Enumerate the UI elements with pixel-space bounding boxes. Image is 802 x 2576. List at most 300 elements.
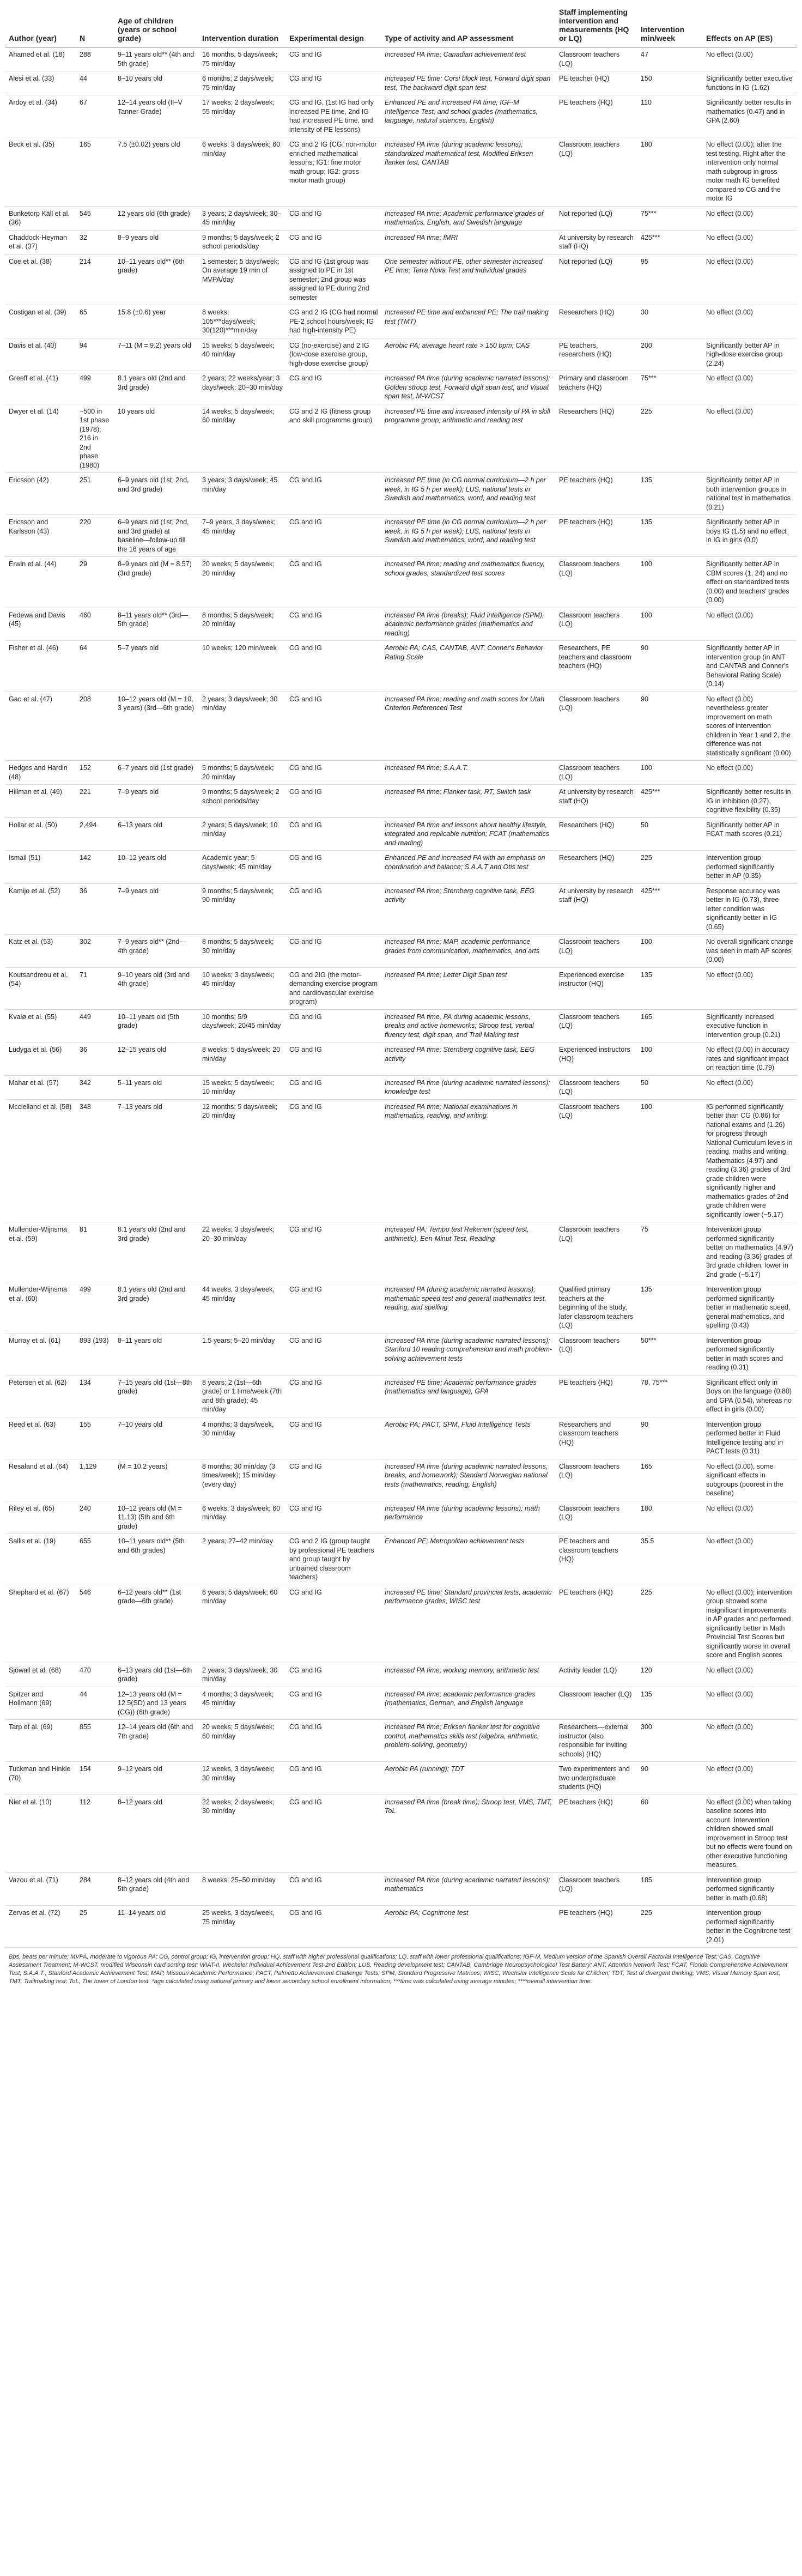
cell-duration: 44 weeks, 3 days/week, 45 min/day <box>199 1282 286 1334</box>
table-row <box>5 254 797 305</box>
cell-n: 81 <box>76 1222 114 1282</box>
cell-n: 67 <box>76 95 114 137</box>
table-row <box>5 137 797 207</box>
cell-effects: IG performed significantly better than CG (0.86) for national exams and (1.26) for progress through National Curriculum levels in reading, maths and writing, Mathematics (4.97) and reading (3.36) grades of 3rd grade children were significantly higher and mathematics grades of 2nd grade children were significantly lower (−5.17) <box>703 1099 797 1222</box>
cell-design: CG and IG <box>286 473 381 515</box>
cell-age: 8.1 years old (2nd and 3rd grade) <box>114 1222 199 1282</box>
cell-staff: PE teachers (HQ) <box>556 1795 637 1872</box>
cell-age: 7–13 years old <box>114 1099 199 1222</box>
cell-effects: Significantly better AP in high-dose exercise group (2.24) <box>703 338 797 371</box>
cell-minutes: 47 <box>637 47 703 71</box>
cell-duration: 4 months; 3 days/week; 45 min/day <box>199 1687 286 1720</box>
cell-effects: No effect (0.00) <box>703 1687 797 1720</box>
cell-design: CG and IG <box>286 557 381 608</box>
cell-minutes: 90 <box>637 641 703 692</box>
cell-staff: Classroom teachers (LQ) <box>556 1099 637 1222</box>
cell-age: 6–7 years old (1st grade) <box>114 761 199 785</box>
table-row <box>5 817 797 851</box>
cell-effects: No effect (0.00) <box>703 1534 797 1585</box>
cell-minutes: 100 <box>637 761 703 785</box>
table-row <box>5 883 797 935</box>
header-design: Experimental design <box>286 4 381 47</box>
table-row <box>5 47 797 71</box>
table-row <box>5 95 797 137</box>
cell-staff: PE teachers (HQ) <box>556 473 637 515</box>
cell-n: 36 <box>76 883 114 935</box>
cell-activity: Increased PA time (during academic narrated lessons); Stanford 10 reading comprehension and math problem-solving achievement tests <box>381 1333 556 1375</box>
cell-age: 7–9 years old <box>114 883 199 935</box>
cell-n: 165 <box>76 137 114 207</box>
cell-minutes: 135 <box>637 1687 703 1720</box>
table-row <box>5 371 797 404</box>
cell-n: 208 <box>76 692 114 761</box>
cell-author: Murray et al. (61) <box>5 1333 76 1375</box>
cell-author: Erwin et al. (44) <box>5 557 76 608</box>
cell-staff: Classroom teachers (LQ) <box>556 1222 637 1282</box>
table-row <box>5 1720 797 1762</box>
cell-minutes: 425*** <box>637 883 703 935</box>
cell-n: 546 <box>76 1585 114 1663</box>
cell-effects: Significantly better results in IG in inhibition (0.27), cognitive flexibility (0.35) <box>703 785 797 818</box>
cell-minutes: 50*** <box>637 1333 703 1375</box>
cell-duration: 10 weeks; 3 days/week; 45 min/day <box>199 967 286 1009</box>
cell-minutes: 425*** <box>637 785 703 818</box>
cell-duration: 22 weeks; 3 days/week; 20–30 min/day <box>199 1222 286 1282</box>
cell-effects: Significantly increased executive function in intervention group (0.21) <box>703 1009 797 1042</box>
cell-author: Fisher et al. (46) <box>5 641 76 692</box>
cell-author: Ismail (51) <box>5 851 76 884</box>
cell-design: CG and IG <box>286 1872 381 1906</box>
table-row <box>5 1075 797 1099</box>
cell-staff: Researchers—external instructor (also responsible for inviting schools) (HQ) <box>556 1720 637 1762</box>
cell-n: 251 <box>76 473 114 515</box>
table-row <box>5 1099 797 1222</box>
cell-n: 44 <box>76 71 114 95</box>
cell-author: Tuckman and Hinkle (70) <box>5 1762 76 1795</box>
cell-minutes: 225 <box>637 1906 703 1948</box>
cell-activity: Aerobic PA; CAS, CANTAB, ANT, Conner's Behavior Rating Scale <box>381 641 556 692</box>
cell-staff: Classroom teachers (LQ) <box>556 47 637 71</box>
cell-age: 9–11 years old** (4th and 5th grade) <box>114 47 199 71</box>
cell-activity: Increased PA time; MAP, academic performance grades from communication, mathematics, and arts <box>381 935 556 968</box>
cell-staff: At university by research staff (HQ) <box>556 230 637 254</box>
cell-n: 221 <box>76 785 114 818</box>
cell-author: Gao et al. (47) <box>5 692 76 761</box>
table-row <box>5 1534 797 1585</box>
cell-duration: 2 years; 22 weeks/year; 3 days/week; 20–30 min/day <box>199 371 286 404</box>
cell-duration: 9 months; 5 days/week; 90 min/day <box>199 883 286 935</box>
cell-activity: Increased PA time (during academic narrated lessons); knowledge test <box>381 1075 556 1099</box>
cell-staff: At university by research staff (HQ) <box>556 785 637 818</box>
cell-n: 1,129 <box>76 1459 114 1501</box>
cell-minutes: 180 <box>637 137 703 207</box>
cell-effects: Response accuracy was better in IG (0.73), three letter condition was significantly better in IG (0.65) <box>703 883 797 935</box>
cell-author: Ericsson (42) <box>5 473 76 515</box>
table-row <box>5 935 797 968</box>
cell-effects: No effect (0.00) <box>703 1075 797 1099</box>
cell-effects: No effect (0.00) <box>703 1762 797 1795</box>
cell-author: Beck et al. (35) <box>5 137 76 207</box>
cell-activity: Increased PA; Tempo test Rekenen (speed test, arithmetic), Een-Minut Test, Reading <box>381 1222 556 1282</box>
cell-activity: Increased PA time; Canadian achievement test <box>381 47 556 71</box>
cell-age: 11–14 years old <box>114 1906 199 1948</box>
table-row <box>5 1042 797 1076</box>
cell-age: 5–11 years old <box>114 1075 199 1099</box>
cell-age: 8–10 years old <box>114 71 199 95</box>
cell-design: CG and IG <box>286 1663 381 1687</box>
cell-effects: No effect (0.00) <box>703 1501 797 1534</box>
cell-effects: No effect (0.00), some significant effects in subgroups (poorest in the baseline) <box>703 1459 797 1501</box>
cell-n: 25 <box>76 1906 114 1948</box>
cell-effects: No effect (0.00) <box>703 1663 797 1687</box>
cell-author: Coe et al. (38) <box>5 254 76 305</box>
cell-minutes: 78, 75*** <box>637 1375 703 1417</box>
cell-effects: No effect (0.00) <box>703 254 797 305</box>
cell-n: 342 <box>76 1075 114 1099</box>
cell-author: Petersen et al. (62) <box>5 1375 76 1417</box>
cell-duration: 3 years; 3 days/week; 45 min/day <box>199 473 286 515</box>
table-row <box>5 1009 797 1042</box>
cell-author: Sjöwall et al. (68) <box>5 1663 76 1687</box>
cell-activity: Increased PA time (during academic narrated lessons); Golden stroop test, Forward digit span test, and Visual span test, M-WCST <box>381 371 556 404</box>
cell-age: 7–9 years old** (2nd—4th grade) <box>114 935 199 968</box>
cell-staff: Classroom teachers (LQ) <box>556 692 637 761</box>
cell-effects: No effect (0.00) <box>703 206 797 230</box>
table-row <box>5 515 797 557</box>
cell-design: CG and 2 IG (fitness group and skill programme group) <box>286 404 381 473</box>
cell-minutes: 50 <box>637 1075 703 1099</box>
cell-n: 470 <box>76 1663 114 1687</box>
cell-effects: Significantly better results in mathematics (0.47) and in GPA (2.60) <box>703 95 797 137</box>
cell-staff: Experienced exercise instructor (HQ) <box>556 967 637 1009</box>
cell-staff: Not reported (LQ) <box>556 206 637 230</box>
cell-age: 6–9 years old (1st, 2nd, and 3rd grade) <box>114 473 199 515</box>
cell-activity: Increased PA time; academic performance grades (mathematics, German, and English language <box>381 1687 556 1720</box>
cell-effects: Significantly better AP in both intervention groups in national test in mathematics (0.21) <box>703 473 797 515</box>
cell-age: 6–9 years old (1st, 2nd, and 3rd grade) at baseline—follow-up till the 16 years of age <box>114 515 199 557</box>
cell-duration: 7–9 years, 3 days/week; 45 min/day <box>199 515 286 557</box>
cell-n: 655 <box>76 1534 114 1585</box>
cell-n: 29 <box>76 557 114 608</box>
cell-duration: 6 weeks; 3 days/week; 60 min/day <box>199 1501 286 1534</box>
cell-author: Vazou et al. (71) <box>5 1872 76 1906</box>
cell-design: CG and 2 IG (group taught by professional PE teachers and group taught by untrained classroom teachers) <box>286 1534 381 1585</box>
cell-design: CG and IG <box>286 1075 381 1099</box>
cell-design: CG and IG <box>286 1501 381 1534</box>
cell-age: 5–7 years old <box>114 641 199 692</box>
header-author: Author (year) <box>5 4 76 47</box>
cell-author: Mcclelland et al. (58) <box>5 1099 76 1222</box>
cell-activity: Increased PA time (during academic lessons); standardized mathematical test, Modified Eriksen flanker test, CANTAB <box>381 137 556 207</box>
cell-n: 152 <box>76 761 114 785</box>
cell-author: Koutsandreou et al. (54) <box>5 967 76 1009</box>
cell-minutes: 110 <box>637 95 703 137</box>
cell-minutes: 90 <box>637 1762 703 1795</box>
cell-staff: Classroom teachers (LQ) <box>556 608 637 641</box>
cell-staff: Classroom teachers (LQ) <box>556 1075 637 1099</box>
cell-duration: 6 months; 2 days/week; 75 min/day <box>199 71 286 95</box>
table-row <box>5 641 797 692</box>
cell-author: Dwyer et al. (14) <box>5 404 76 473</box>
header-activity: Type of activity and AP assessment <box>381 4 556 47</box>
cell-design: CG and IG <box>286 641 381 692</box>
cell-activity: Increased PA (during academic narrated lessons); mathematic speed test and general mathematics test, reading, and spelling <box>381 1282 556 1334</box>
cell-minutes: 90 <box>637 692 703 761</box>
cell-effects: No effect (0.00) nevertheless greater improvement on math scores of intervention children in Year 1 and 2, the difference was not statistically significant (0.00) <box>703 692 797 761</box>
cell-author: Hedges and Hardin (48) <box>5 761 76 785</box>
header-effects: Effects on AP (ES) <box>703 4 797 47</box>
cell-minutes: 425*** <box>637 230 703 254</box>
cell-duration: 8 months; 5 days/week; 20 min/day <box>199 608 286 641</box>
cell-activity: Enhanced PE and increased PA with an emphasis on coordination and balance; S.A.A.T and Otis test <box>381 851 556 884</box>
cell-duration: 8 months; 30 min/day (3 times/week); 15 min/day (every day) <box>199 1459 286 1501</box>
cell-activity: Increased PA time (during academic lessons); math performance <box>381 1501 556 1534</box>
cell-design: CG and IG <box>286 515 381 557</box>
cell-n: 154 <box>76 1762 114 1795</box>
cell-n: 134 <box>76 1375 114 1417</box>
cell-minutes: 90 <box>637 1417 703 1459</box>
cell-design: CG and IG <box>286 785 381 818</box>
cell-effects: Intervention group performed significantly better in the Cognitrone test (2.01) <box>703 1906 797 1948</box>
cell-staff: Researchers (HQ) <box>556 817 637 851</box>
cell-age: 6–12 years old** (1st grade—6th grade) <box>114 1585 199 1663</box>
cell-minutes: 135 <box>637 473 703 515</box>
cell-age: 12–15 years old <box>114 1042 199 1076</box>
cell-age: 9–10 years old (3rd and 4th grade) <box>114 967 199 1009</box>
cell-duration: 6 weeks; 3 days/week; 60 min/day <box>199 137 286 207</box>
cell-effects: Significantly better executive functions in IG (1.62) <box>703 71 797 95</box>
cell-n: 302 <box>76 935 114 968</box>
cell-n: ~500 in 1st phase (1978); 216 in 2nd phase (1980) <box>76 404 114 473</box>
cell-n: 240 <box>76 1501 114 1534</box>
cell-activity: Increased PA time; National examinations in mathematics, reading, and writing. <box>381 1099 556 1222</box>
cell-staff: PE teachers, researchers (HQ) <box>556 338 637 371</box>
cell-author: Spitzer and Hollmann (69) <box>5 1687 76 1720</box>
cell-minutes: 165 <box>637 1009 703 1042</box>
table-row <box>5 851 797 884</box>
cell-duration: 25 weeks, 3 days/week, 75 min/day <box>199 1906 286 1948</box>
cell-author: Ludyga et al. (56) <box>5 1042 76 1076</box>
cell-design: CG and IG <box>286 1720 381 1762</box>
cell-design: CG and IG <box>286 206 381 230</box>
header-minutes: Intervention min/week <box>637 4 703 47</box>
cell-staff: PE teachers (HQ) <box>556 1585 637 1663</box>
cell-age: 8.1 years old (2nd and 3rd grade) <box>114 371 199 404</box>
cell-design: CG and IG <box>286 1687 381 1720</box>
table-row <box>5 785 797 818</box>
cell-n: 94 <box>76 338 114 371</box>
cell-minutes: 300 <box>637 1720 703 1762</box>
table-row <box>5 1585 797 1663</box>
cell-activity: Aerobic PA (running); TDT <box>381 1762 556 1795</box>
cell-author: Hillman et al. (49) <box>5 785 76 818</box>
cell-author: Shephard et al. (67) <box>5 1585 76 1663</box>
cell-staff: PE teachers (HQ) <box>556 515 637 557</box>
cell-author: Zervas et al. (72) <box>5 1906 76 1948</box>
cell-activity: Increased PA time; Letter Digit Span test <box>381 967 556 1009</box>
cell-activity: Increased PA time (break time); Stroop test, VMS, TMT, ToL <box>381 1795 556 1872</box>
cell-age: 12–13 years old (M = 12.5(SD) and 13 years (CG)) (6th grade) <box>114 1687 199 1720</box>
cell-staff: At university by research staff (HQ) <box>556 883 637 935</box>
table-row <box>5 1459 797 1501</box>
cell-design: CG and IG <box>286 935 381 968</box>
cell-age: 8–11 years old** (3rd—5th grade) <box>114 608 199 641</box>
cell-staff: Researchers (HQ) <box>556 404 637 473</box>
cell-age: 7–10 years old <box>114 1417 199 1459</box>
table-row <box>5 1417 797 1459</box>
cell-duration: 5 months; 5 days/week; 20 min/day <box>199 761 286 785</box>
cell-staff: PE teacher (HQ) <box>556 71 637 95</box>
cell-n: 214 <box>76 254 114 305</box>
cell-effects: Significant effect only in Boys on the language (0.80) and GPA (0.54), whereas no effect in girls (0.00) <box>703 1375 797 1417</box>
cell-author: Katz et al. (53) <box>5 935 76 968</box>
cell-effects: No effect (0.00) <box>703 967 797 1009</box>
cell-age: 7–15 years old (1st—8th grade) <box>114 1375 199 1417</box>
cell-activity: Aerobic PA; Cognitrone test <box>381 1906 556 1948</box>
cell-activity: Aerobic PA; PACT, SPM, Fluid Intelligence Tests <box>381 1417 556 1459</box>
table-row <box>5 1795 797 1872</box>
cell-author: Greeff et al. (41) <box>5 371 76 404</box>
cell-n: 142 <box>76 851 114 884</box>
cell-staff: Primary and classroom teachers (HQ) <box>556 371 637 404</box>
cell-duration: 15 weeks; 5 days/week; 10 min/day <box>199 1075 286 1099</box>
cell-n: 460 <box>76 608 114 641</box>
cell-duration: 15 weeks; 5 days/week; 40 min/day <box>199 338 286 371</box>
cell-author: Sallis et al. (19) <box>5 1534 76 1585</box>
cell-effects: No effect (0.00) <box>703 371 797 404</box>
table-row <box>5 206 797 230</box>
cell-minutes: 95 <box>637 254 703 305</box>
cell-effects: Intervention group performed significantly better on mathematics (4.97) and reading (3.36) grades of 3rd grade children, lower in 2nd grade (−5.17) <box>703 1222 797 1282</box>
cell-minutes: 135 <box>637 1282 703 1334</box>
cell-design: CG and IG <box>286 230 381 254</box>
table-row <box>5 608 797 641</box>
cell-n: 288 <box>76 47 114 71</box>
cell-n: 499 <box>76 371 114 404</box>
cell-staff: PE teachers (HQ) <box>556 1906 637 1948</box>
table-footnote: Bps, beats per minute; MVPA, moderate to vigorous PA; CG, control group; IG, intervention group; HQ, staff with higher professional qualifications; LQ, staff with lower professional qualifications; IGF-M, Medium version of the Spanish Overall Factorial Intelligence Test; CAS, Cognitive Assessment Treatment; M-WCST, modified Wisconsin card sorting test; WIAT-II, Wechsler Individual Achievement Test-2nd Edition; LUS, Reading development test; CANTAB, Cambridge Neuropsychological Test Battery; ANT, Attention Network Test; FCAT, Florida Comprehensive Achievement Test; S.A.A.T., Stanford Academic Achievement Test; MAP, Missouri Academic Performance; PACT, Palmetto Achievement Challenge Tests; SPM, Standard Progressive Matrices; WISC, Wechsler Intelligence Scale for Children; TDT, Test of divergent thinking; VMS, Visual Memory Span test; TMT, Trailmaking test; ToL, The tower of London test. *age calculated using national primary and lower secondary school enrollment information; ***time was calculated using average minutes; ****overall intervention time. <box>9 1954 788 1985</box>
cell-activity: Increased PA time; Sternberg cognitive task, EEG activity <box>381 883 556 935</box>
cell-staff: Classroom teachers (LQ) <box>556 1872 637 1906</box>
cell-design: CG and IG <box>286 1375 381 1417</box>
cell-author: Mullender-Wijnsma et al. (60) <box>5 1282 76 1334</box>
cell-minutes: 50 <box>637 817 703 851</box>
cell-minutes: 30 <box>637 305 703 338</box>
cell-duration: 2 years; 3 days/week; 30 min/day <box>199 1663 286 1687</box>
cell-design: CG and 2IG (the motor-demanding exercise program and cardiovascular exercise program) <box>286 967 381 1009</box>
table-body <box>5 47 797 1948</box>
cell-effects: No effect (0.00) <box>703 47 797 71</box>
cell-minutes: 100 <box>637 608 703 641</box>
cell-design: CG and IG <box>286 1585 381 1663</box>
cell-n: 284 <box>76 1872 114 1906</box>
cell-duration: 3 years; 2 days/week; 30–45 min/day <box>199 206 286 230</box>
cell-duration: 10 weeks; 120 min/week <box>199 641 286 692</box>
table-row <box>5 1501 797 1534</box>
table-row <box>5 404 797 473</box>
cell-design: CG and IG <box>286 883 381 935</box>
cell-effects: No overall significant change was seen in math AP scores (0.00) <box>703 935 797 968</box>
cell-author: Mahar et al. (57) <box>5 1075 76 1099</box>
cell-staff: Classroom teacher (LQ) <box>556 1687 637 1720</box>
cell-n: 36 <box>76 1042 114 1076</box>
cell-staff: Researchers (HQ) <box>556 851 637 884</box>
cell-n: 855 <box>76 1720 114 1762</box>
cell-age: 6–13 years old (1st—6th grade) <box>114 1663 199 1687</box>
cell-age: 10 years old <box>114 404 199 473</box>
cell-author: Mullender-Wijnsma et al. (59) <box>5 1222 76 1282</box>
cell-design: CG and IG <box>286 1009 381 1042</box>
table-row <box>5 1282 797 1334</box>
table-row <box>5 1872 797 1906</box>
cell-design: CG and IG <box>286 692 381 761</box>
cell-author: Bunketorp Käll et al. (36) <box>5 206 76 230</box>
header-age: Age of children (years or school grade) <box>114 4 199 47</box>
table-row <box>5 230 797 254</box>
cell-n: 220 <box>76 515 114 557</box>
cell-activity: Increased PE time (in CG normal curriculum—2 h per week, in IG 5 h per week); LUS, national tests in Swedish and mathematics, word, and reading test <box>381 515 556 557</box>
cell-n: 2,494 <box>76 817 114 851</box>
cell-minutes: 200 <box>637 338 703 371</box>
cell-minutes: 100 <box>637 935 703 968</box>
cell-effects: Significantly better AP in boys IG (1.5) and no effect in IG in girls (0.0) <box>703 515 797 557</box>
cell-activity: Increased PE time; Corsi block test, Forward digit span test, The backward digit span test <box>381 71 556 95</box>
cell-minutes: 75*** <box>637 206 703 230</box>
cell-staff: Researchers and classroom teachers (HQ) <box>556 1417 637 1459</box>
cell-staff: Not reported (LQ) <box>556 254 637 305</box>
cell-n: 71 <box>76 967 114 1009</box>
cell-age: 7.5 (±0.02) years old <box>114 137 199 207</box>
cell-design: CG and IG, (1st IG had only increased PE time, 2nd IG had increased PE time, and intensity of PE lessons) <box>286 95 381 137</box>
cell-design: CG and IG <box>286 851 381 884</box>
cell-minutes: 180 <box>637 1501 703 1534</box>
cell-activity: Aerobic PA; average heart rate > 150 bpm; CAS <box>381 338 556 371</box>
cell-age: 10–12 years old (M = 10, 3 years) (3rd—6th grade) <box>114 692 199 761</box>
cell-age: 7–11 (M = 9.2) years old <box>114 338 199 371</box>
cell-author: Alesi et al. (33) <box>5 71 76 95</box>
table-row <box>5 692 797 761</box>
cell-design: CG and 2 IG (CG: non-motor enriched mathematical lessons; IG1: fine motor math group; IG2: gross motor math group) <box>286 137 381 207</box>
cell-duration: 12 months; 5 days/week; 20 min/day <box>199 1099 286 1222</box>
cell-age: 12–14 years old (II–V Tanner Grade) <box>114 95 199 137</box>
cell-design: CG and IG <box>286 1417 381 1459</box>
cell-author: Ericsson and Karlsson (43) <box>5 515 76 557</box>
cell-author: Riley et al. (65) <box>5 1501 76 1534</box>
cell-duration: 20 weeks; 5 days/week; 20 min/day <box>199 557 286 608</box>
cell-minutes: 75 <box>637 1222 703 1282</box>
cell-age: 10–11 years old** (6th grade) <box>114 254 199 305</box>
table-row <box>5 1222 797 1282</box>
cell-activity: Increased PA time (during academic narrated lessons, breaks, and homework); Standard Norwegian national tests (mathematics, reading, English) <box>381 1459 556 1501</box>
cell-activity: Increased PA time; reading and mathematics fluency, school grades, standardized test scores <box>381 557 556 608</box>
cell-staff: PE teachers (HQ) <box>556 95 637 137</box>
cell-activity: Enhanced PE; Metropolitan achievement tests <box>381 1534 556 1585</box>
cell-design: CG and IG <box>286 47 381 71</box>
table-row <box>5 1663 797 1687</box>
cell-minutes: 120 <box>637 1663 703 1687</box>
cell-duration: 2 years; 5 days/week; 10 min/day <box>199 817 286 851</box>
cell-effects: Significantly better AP in FCAT math scores (0.21) <box>703 817 797 851</box>
cell-age: 8.1 years old (2nd and 3rd grade) <box>114 1282 199 1334</box>
cell-minutes: 165 <box>637 1459 703 1501</box>
cell-activity: Increased PA time; S.A.A.T. <box>381 761 556 785</box>
cell-duration: 6 years; 5 days/week; 60 min/day <box>199 1585 286 1663</box>
cell-duration: Academic year; 5 days/week; 45 min/day <box>199 851 286 884</box>
cell-design: CG and IG <box>286 1099 381 1222</box>
cell-activity: Increased PA time; working memory, arithmetic test <box>381 1663 556 1687</box>
cell-design: CG and IG (1st group was assigned to PE in 1st semester; 2nd group was assigned to PE during 2nd semester <box>286 254 381 305</box>
table-row <box>5 338 797 371</box>
